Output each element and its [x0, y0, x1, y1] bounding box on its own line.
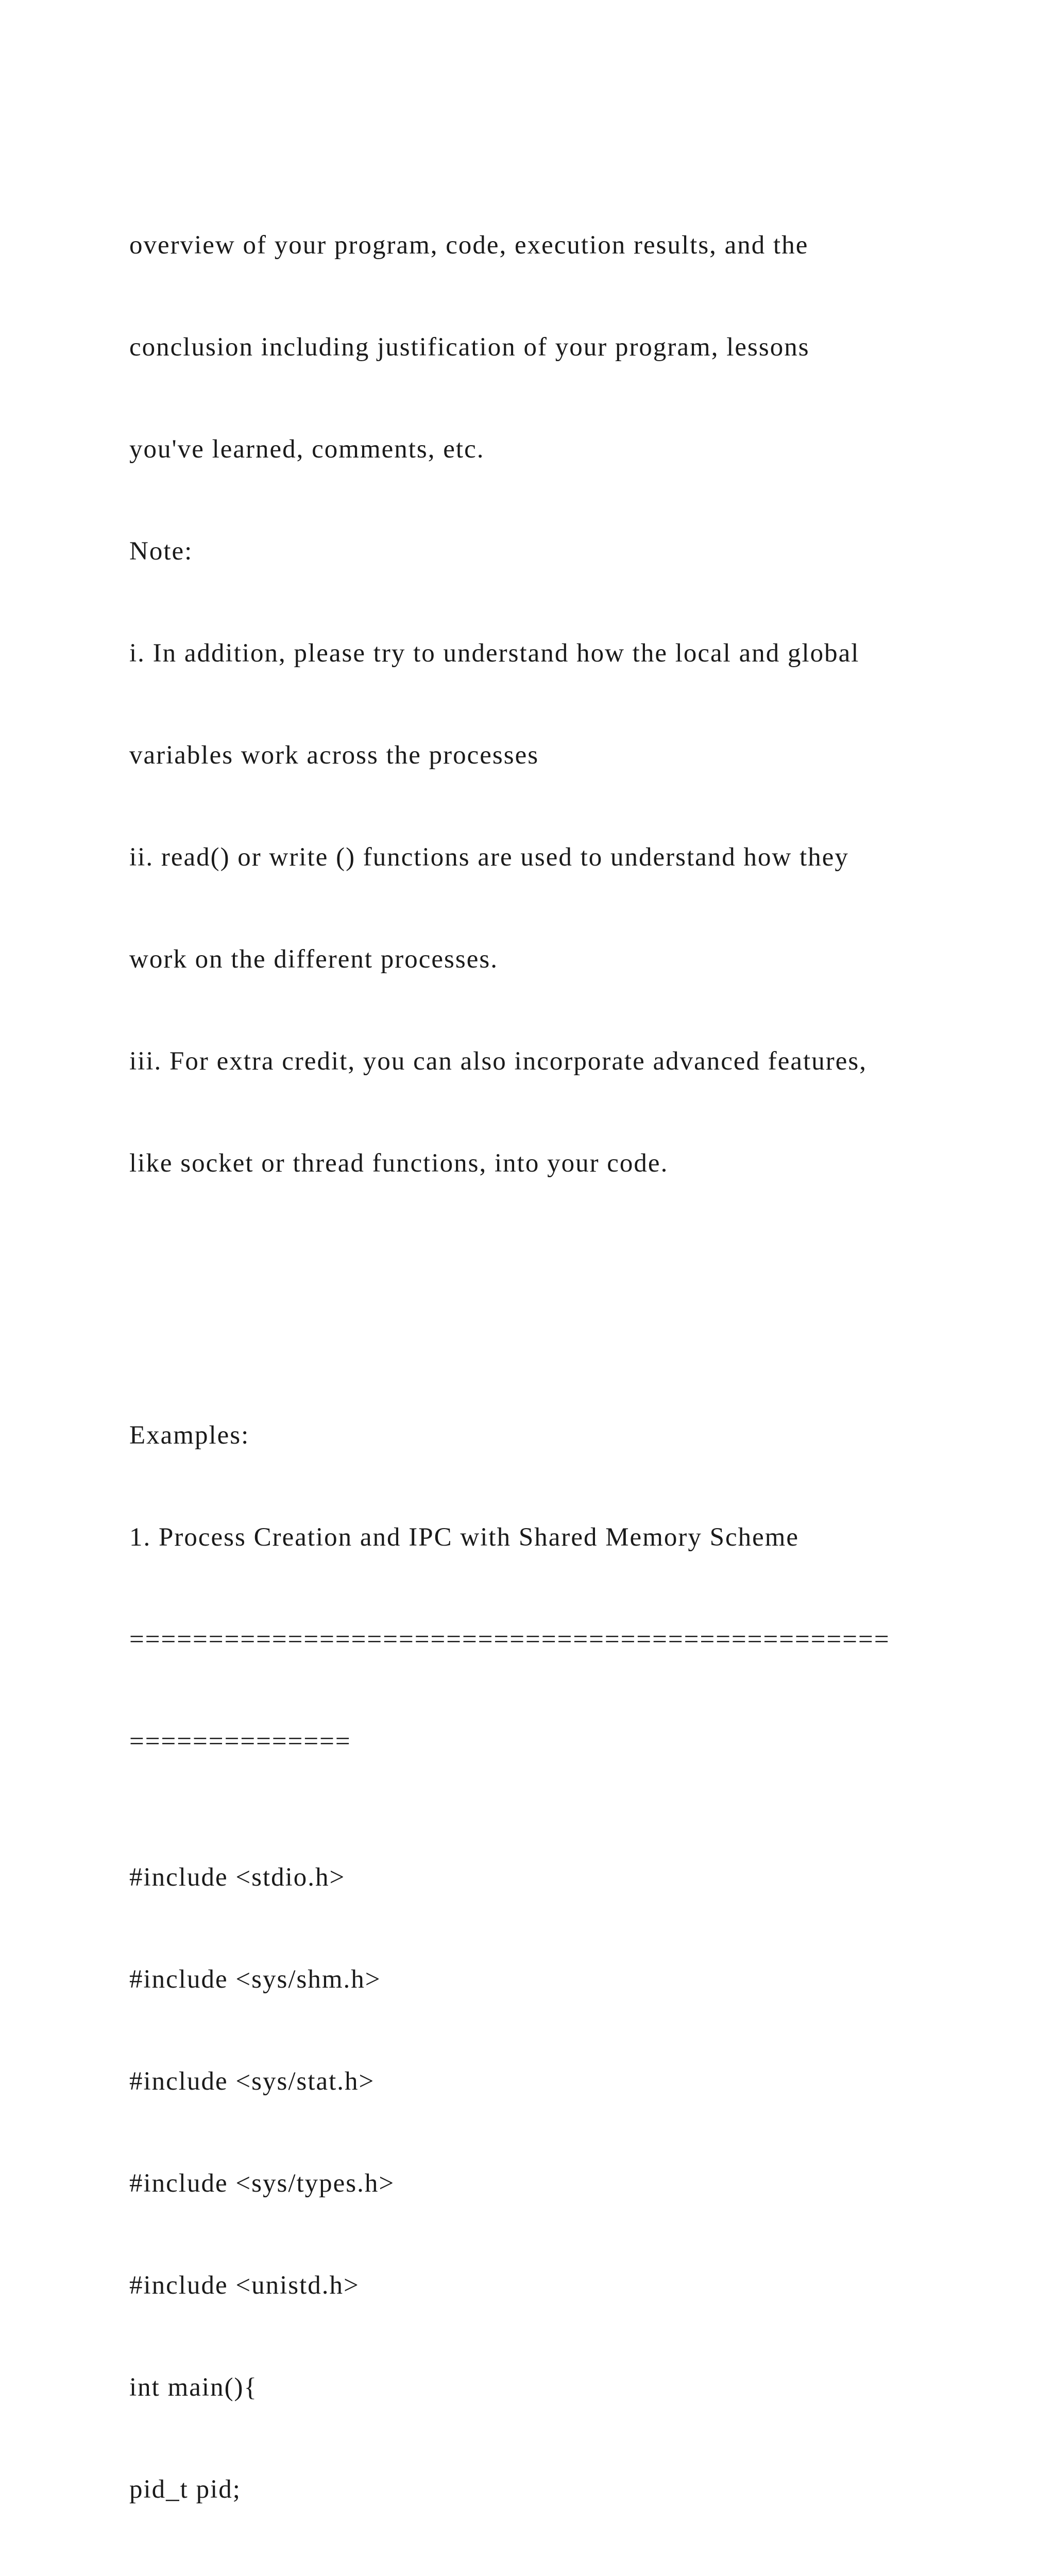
examples-heading: Examples: [129, 1421, 250, 1450]
code-line: #include <sys/types.h> [129, 2169, 395, 2198]
code-line: #include <sys/stat.h> [129, 2067, 375, 2096]
code-line: #include <stdio.h> [129, 1863, 346, 1892]
note-item-i: i. In addition, please try to understand how the local and global [129, 639, 860, 668]
intro-line: you've learned, comments, etc. [129, 435, 485, 464]
separator-line: ============== [129, 1727, 351, 1756]
note-item-iii-cont: like socket or thread functions, into your code. [129, 1149, 669, 1178]
code-line: int main(){ [129, 2373, 258, 2402]
code-line [129, 2574, 954, 2576]
note-heading: Note: [129, 537, 193, 566]
note-item-ii: ii. read() or write () functions are used to understand how they [129, 843, 849, 872]
note-item-ii-cont: work on the different processes. [129, 945, 498, 974]
example-title: 1. Process Creation and IPC with Shared Memory Scheme [129, 1523, 799, 1552]
document-body [129, 126, 954, 2576]
code-line: #include <sys/shm.h> [129, 1965, 381, 1994]
code-line: pid_t pid; [129, 2475, 241, 2504]
blank-line [129, 1282, 954, 1316]
intro-line: conclusion including justification of your program, lessons [129, 333, 810, 362]
note-item-i-cont: variables work across the processes [129, 741, 539, 770]
code-line: #include <unistd.h> [129, 2271, 360, 2300]
note-item-iii: iii. For extra credit, you can also incorporate advanced features, [129, 1047, 867, 1076]
intro-line: overview of your program, code, execution results, and the [129, 231, 809, 260]
separator-line: ================================================ [129, 1625, 890, 1654]
